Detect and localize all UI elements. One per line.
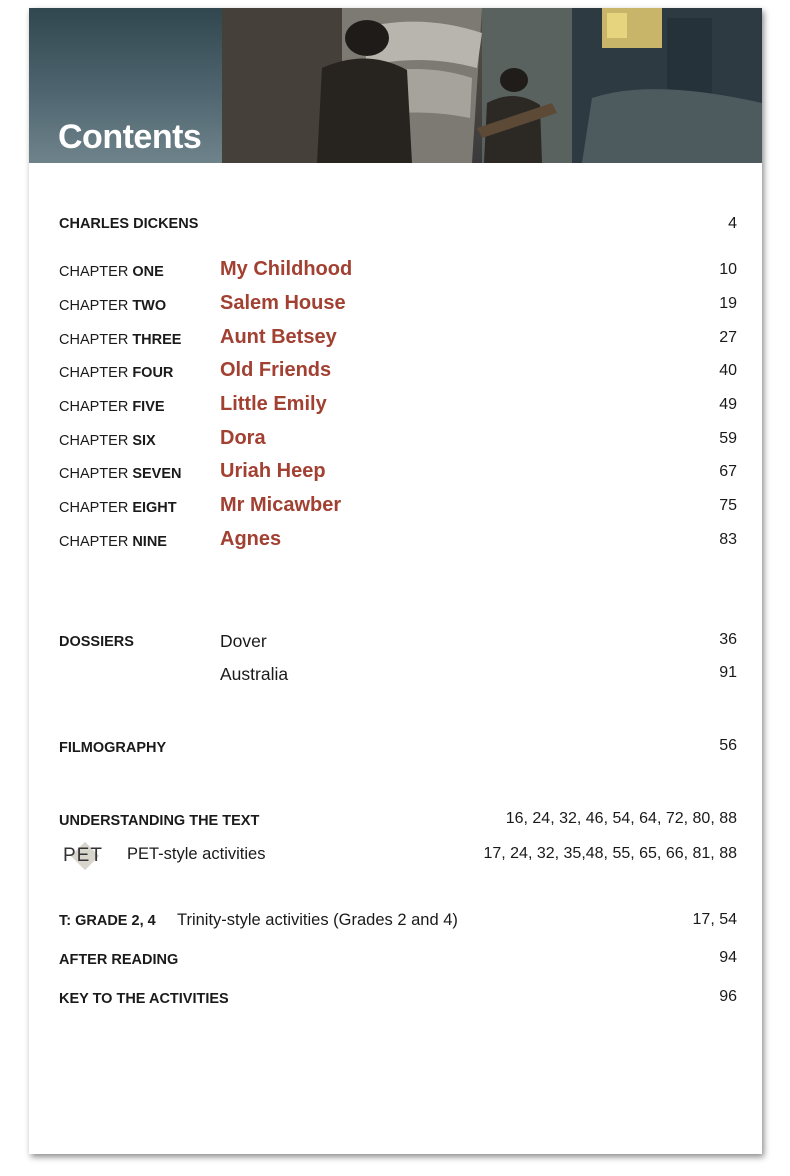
dossiers-label: DOSSIERS — [59, 634, 134, 650]
chapter-label — [59, 399, 165, 415]
chapter-page: 27 — [719, 329, 737, 346]
chapter-page: 49 — [719, 396, 737, 413]
filmography-page: 56 — [719, 737, 737, 754]
toc-chapter-row[interactable] — [29, 393, 762, 429]
toc-chapter-row[interactable] — [29, 326, 762, 362]
toc-chapter-row[interactable] — [29, 460, 762, 496]
toc-chapter-row[interactable] — [29, 427, 762, 463]
chapter-title: My Childhood — [220, 258, 353, 280]
chapter-number: EIGHT — [132, 500, 177, 516]
chapter-label — [59, 264, 164, 280]
chapter-title: Old Friends — [220, 359, 332, 381]
toc-chapter-row[interactable] — [29, 528, 762, 564]
after-reading-page: 94 — [719, 949, 737, 966]
toc-chapter-row[interactable] — [29, 258, 762, 294]
chapter-page: 67 — [719, 463, 737, 480]
chapter-number: SIX — [132, 433, 156, 449]
chapter-title: Mr Micawber — [220, 494, 342, 516]
after-reading-label: AFTER READING — [59, 952, 179, 968]
pet-logo-text: PET — [63, 845, 103, 866]
understanding-pages: 16, 24, 32, 46, 54, 64, 72, 80, 88 — [505, 810, 737, 827]
toc-intro-row[interactable] — [29, 216, 762, 246]
header-illustration — [222, 8, 762, 163]
chapter-number: FIVE — [132, 399, 165, 415]
chapter-word: CHAPTER — [59, 298, 129, 314]
filmography-label: FILMOGRAPHY — [59, 740, 167, 756]
chapter-page: 19 — [719, 295, 737, 312]
trinity-tag: T: GRADE 2, 4 — [59, 913, 156, 929]
chapter-label — [59, 534, 167, 550]
chapter-number: ONE — [132, 264, 164, 280]
key-page: 96 — [719, 988, 737, 1005]
dossier-title: Australia — [220, 664, 289, 684]
chapter-label — [59, 298, 166, 314]
chapter-title: Little Emily — [220, 393, 327, 415]
book-page — [29, 8, 762, 1154]
chapter-number: SEVEN — [132, 466, 182, 482]
chapter-page: 59 — [719, 430, 737, 447]
chapter-label — [59, 500, 177, 516]
chapter-page: 75 — [719, 497, 737, 514]
pet-pages: 17, 24, 32, 35,48, 55, 65, 66, 81, 88 — [483, 845, 737, 862]
toc-chapter-row[interactable] — [29, 292, 762, 328]
chapter-number: FOUR — [132, 365, 174, 381]
header-banner — [29, 8, 762, 163]
key-label: KEY TO THE ACTIVITIES — [59, 991, 229, 1007]
toc-understanding-row[interactable] — [29, 810, 762, 843]
trinity-label: Trinity-style activities (Grades 2 and 4) — [177, 911, 458, 929]
toc-filmography-row[interactable] — [29, 737, 762, 770]
chapter-word: CHAPTER — [59, 500, 129, 516]
chapter-label — [59, 332, 181, 348]
chapter-word: CHAPTER — [59, 433, 129, 449]
chapter-page: 10 — [719, 261, 737, 278]
trinity-pages: 17, 54 — [692, 911, 737, 928]
chapter-label — [59, 433, 156, 449]
chapter-number: THREE — [132, 332, 182, 348]
chapter-word: CHAPTER — [59, 399, 129, 415]
toc-chapter-row[interactable] — [29, 494, 762, 530]
chapter-title: Salem House — [220, 292, 346, 314]
dossier-title: Dover — [220, 631, 267, 651]
understanding-label: UNDERSTANDING THE TEXT — [59, 813, 260, 829]
chapter-word: CHAPTER — [59, 466, 129, 482]
chapter-page: 83 — [719, 531, 737, 548]
chapter-number: NINE — [132, 534, 167, 550]
chapter-page: 40 — [719, 362, 737, 379]
chapter-label — [59, 466, 182, 482]
intro-page: 4 — [728, 215, 737, 232]
chapter-label — [59, 365, 173, 381]
toc-dossier-row[interactable] — [29, 664, 762, 697]
chapter-word: CHAPTER — [59, 332, 129, 348]
intro-label: CHARLES DICKENS — [59, 216, 199, 232]
pet-label: PET-style activities — [127, 845, 266, 863]
pet-logo — [59, 844, 115, 872]
dossier-page: 91 — [719, 664, 737, 681]
chapter-word: CHAPTER — [59, 534, 129, 550]
toc-pet-row[interactable] — [29, 844, 762, 874]
toc-chapter-row[interactable] — [29, 359, 762, 395]
toc-trinity-row[interactable] — [29, 912, 762, 942]
chapter-number: TWO — [132, 298, 167, 314]
dossier-page: 36 — [719, 631, 737, 648]
toc-key-row[interactable] — [29, 988, 762, 1021]
toc-after-reading-row[interactable] — [29, 949, 762, 982]
chapter-title: Agnes — [220, 528, 282, 550]
chapter-title: Aunt Betsey — [220, 326, 337, 348]
chapter-word: CHAPTER — [59, 264, 129, 280]
chapter-word: CHAPTER — [59, 365, 129, 381]
chapter-title: Uriah Heep — [220, 460, 326, 482]
page-title: Contents — [58, 118, 202, 156]
chapter-title: Dora — [220, 427, 266, 449]
toc-dossier-row[interactable] — [29, 631, 762, 664]
